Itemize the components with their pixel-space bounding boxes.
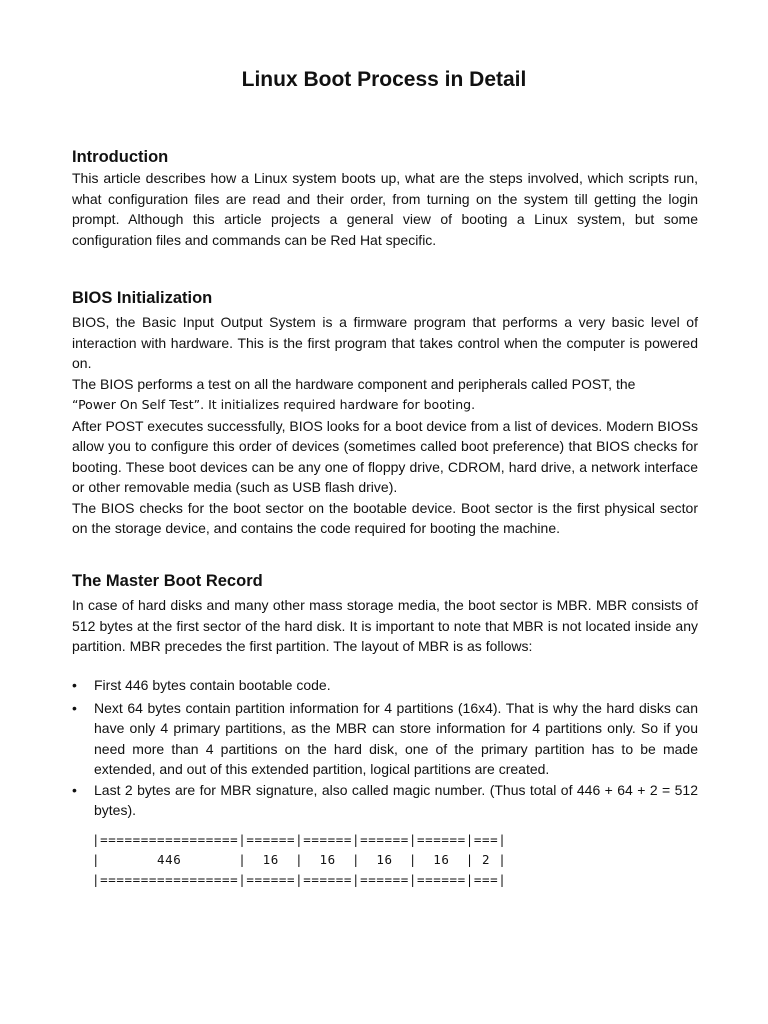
bios-paragraph-2-line-2: “Power On Self Test”. It initializes required hardware for booting.	[72, 397, 476, 412]
introduction-paragraph	[72, 168, 698, 250]
bios-paragraph-1: BIOS, the Basic Input Output System is a firmware program that performs a very basic level of interaction with hardware. This is the first program that takes control when the computer is powered on.	[72, 314, 698, 371]
mbr-layout-diagram: |=================|======|======|======|======|===| | 446 | 16 | 16 | 16 | 16 | 2 | |=================|======|======|======|======|===|	[92, 832, 507, 887]
bullet-icon: •	[72, 677, 77, 693]
bullet-icon: •	[72, 781, 77, 798]
introduction-text: This article describes how a Linux system boots up, what are the steps involved, which scripts run, what configuration files are read and their order, from turning on the system till getting the login prompt. Although this article projects a general view of booting a Linux system, but some configuration files and commands can be Red Hat specific.	[72, 170, 698, 248]
list-item	[72, 675, 698, 696]
list-item-text: Last 2 bytes are for MBR signature, also called magic number. (Thus total of 446 + 64 + 2 = 512 bytes).	[94, 781, 698, 818]
list-item	[72, 698, 698, 780]
list-item-text: Next 64 bytes contain partition information for 4 partitions (16x4). That is why the hard disks can have only 4 primary partitions, as the MBR can store information for 4 partitions only. So if you need more than 4 partitions on the hard disk, one of the primary partition has to be made extended, and out of this extended partition, logical partitions are created.	[94, 699, 698, 777]
page-title: Linux Boot Process in Detail	[241, 68, 527, 91]
list-item	[72, 780, 698, 821]
bios-paragraph-2	[72, 374, 698, 416]
mbr-heading: The Master Boot Record	[72, 572, 263, 590]
bios-paragraph-2-line-1: The BIOS performs a test on all the hardware component and peripherals called POST, the	[72, 375, 636, 392]
introduction-heading: Introduction	[72, 148, 169, 166]
bios-section-body	[72, 312, 698, 539]
bullet-icon: •	[72, 699, 77, 716]
bios-heading: BIOS Initialization	[72, 289, 213, 307]
bios-paragraph-4: The BIOS checks for the boot sector on the bootable device. Boot sector is the first physical sector on the storage device, and contains the code required for booting the machine.	[72, 499, 698, 536]
mbr-paragraph	[72, 595, 698, 657]
bios-paragraph-3: After POST executes successfully, BIOS looks for a boot device from a list of devices. Modern BIOSs allow you to configure this order of devices (sometimes called boot preference) that BIOS checks for booting. These boot devices can be any one of floppy drive, CDROM, hard drive, a network interface or other removable media (such as USB flash drive).	[72, 417, 698, 495]
list-item-text: First 446 bytes contain bootable code.	[94, 677, 331, 693]
mbr-layout-list	[72, 675, 698, 821]
mbr-intro-text: In case of hard disks and many other mass storage media, the boot sector is MBR. MBR consists of 512 bytes at the first sector of the hard disk. It is important to note that MBR is not located inside any partition. MBR precedes the first partition. The layout of MBR is as follows:	[72, 597, 698, 654]
